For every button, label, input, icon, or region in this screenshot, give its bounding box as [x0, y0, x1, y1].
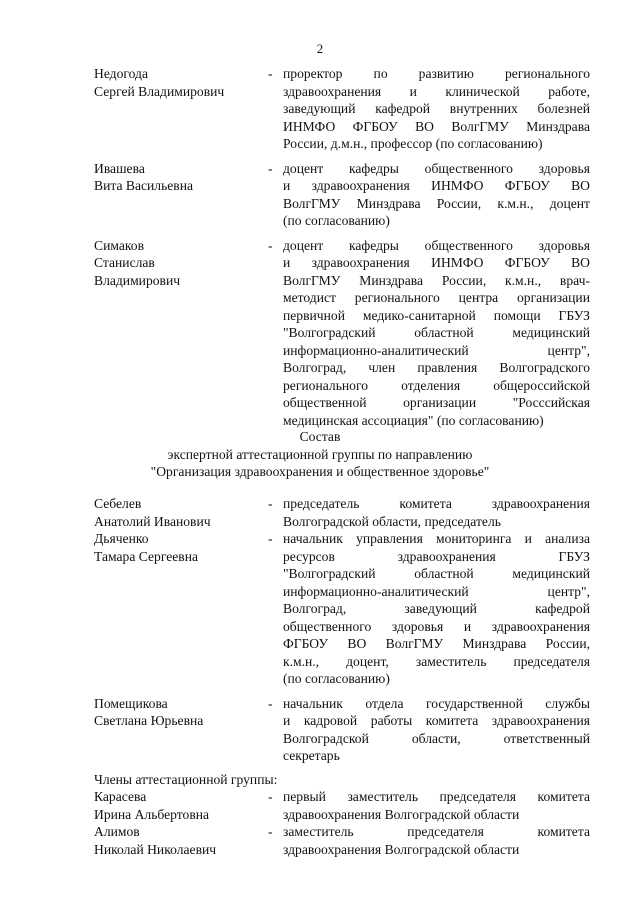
expert-group-list — [94, 495, 590, 858]
dash-separator: - — [268, 496, 273, 511]
dash-separator: - — [268, 824, 273, 839]
dash-separator: - — [268, 531, 273, 546]
list-item — [94, 65, 590, 153]
person-position: начальник управления мониторинга и анализа ресурсов здравоохранения ГБУЗ "Волгоградский областной медицинский информационно-аналитический центр", Волгоград, заведующий кафедрой общественного здоровья и здравоохранения ФГБОУ ВО ВолгГМУ Минздрава России, к.м.н., доцент, заместитель председателя (по согласованию) — [283, 531, 590, 686]
heading-subtitle: экспертной аттестационной группы по направлению — [167, 446, 473, 462]
list-item — [94, 237, 590, 430]
page-number: 2 — [316, 41, 324, 56]
person-position: доцент кафедры общественного здоровья и здравоохранения ИНМФО ФГБОУ ВО ВолгГМУ Минздрава России, к.м.н., врач- методист регионального центра организации первичной медико-санитарной помощи ГБУЗ "Волгоградский областной медицинский информационно-аналитический центр", Волгоград, член правления Волгоградского регионального отделения общероссийской общественной организации "Росссийская медицинская ассоциация" (по согласованию) — [283, 237, 590, 428]
dash-separator: - — [268, 160, 273, 176]
person-position: заместитель председателя комитета здравоохранения Волгоградской области — [283, 824, 590, 857]
first-member-list — [94, 65, 590, 436]
person-name: Себелев Анатолий Иванович — [94, 496, 211, 529]
person-name: Ивашева Вита Васильевна — [94, 160, 194, 193]
person-name: Симаков Станислав Владимирович — [94, 237, 181, 288]
person-name: Недогода Сергей Владимирович — [94, 66, 225, 99]
members-label: Члены аттестационной группы: — [94, 771, 278, 787]
list-item — [94, 823, 590, 858]
list-item — [94, 495, 590, 530]
dash-separator: - — [268, 66, 273, 81]
list-item — [94, 695, 590, 765]
dash-separator: - — [268, 789, 273, 804]
list-item — [94, 530, 590, 688]
heading-title: Состав — [299, 429, 341, 444]
person-name: Дьяченко Тамара Сергеевна — [94, 531, 199, 564]
list-item — [94, 788, 590, 823]
person-name: Карасева Ирина Альбертовна — [94, 789, 210, 822]
dash-separator: - — [268, 237, 273, 253]
person-name: Помещикова Светлана Юрьевна — [94, 695, 204, 728]
section-heading — [0, 428, 640, 481]
list-item — [94, 160, 590, 230]
person-position: председатель комитета здравоохранения Волгоградской области, председатель — [283, 496, 590, 529]
person-position: проректор по развитию регионального здравоохранения и клинической работе, заведующий кафедрой внутренних болезней ИНМФО ФГБОУ ВО ВолгГМУ Минздрава России, д.м.н., профессор (по согласованию) — [283, 66, 590, 151]
dash-separator: - — [268, 695, 273, 711]
person-name: Алимов Николай Николаевич — [94, 824, 217, 857]
person-position: начальник отдела государственной службы и кадровой работы комитета здравоохранения Волгоградской области, ответственный секретарь — [283, 695, 590, 763]
person-position: доцент кафедры общественного здоровья и здравоохранения ИНМФО ФГБОУ ВО ВолгГМУ Минздрава России, к.м.н., доцент (по согласованию) — [283, 160, 590, 228]
heading-direction: "Организация здравоохранения и общественное здоровье" — [150, 464, 490, 479]
person-position: первый заместитель председателя комитета здравоохранения Волгоградской области — [283, 789, 590, 822]
